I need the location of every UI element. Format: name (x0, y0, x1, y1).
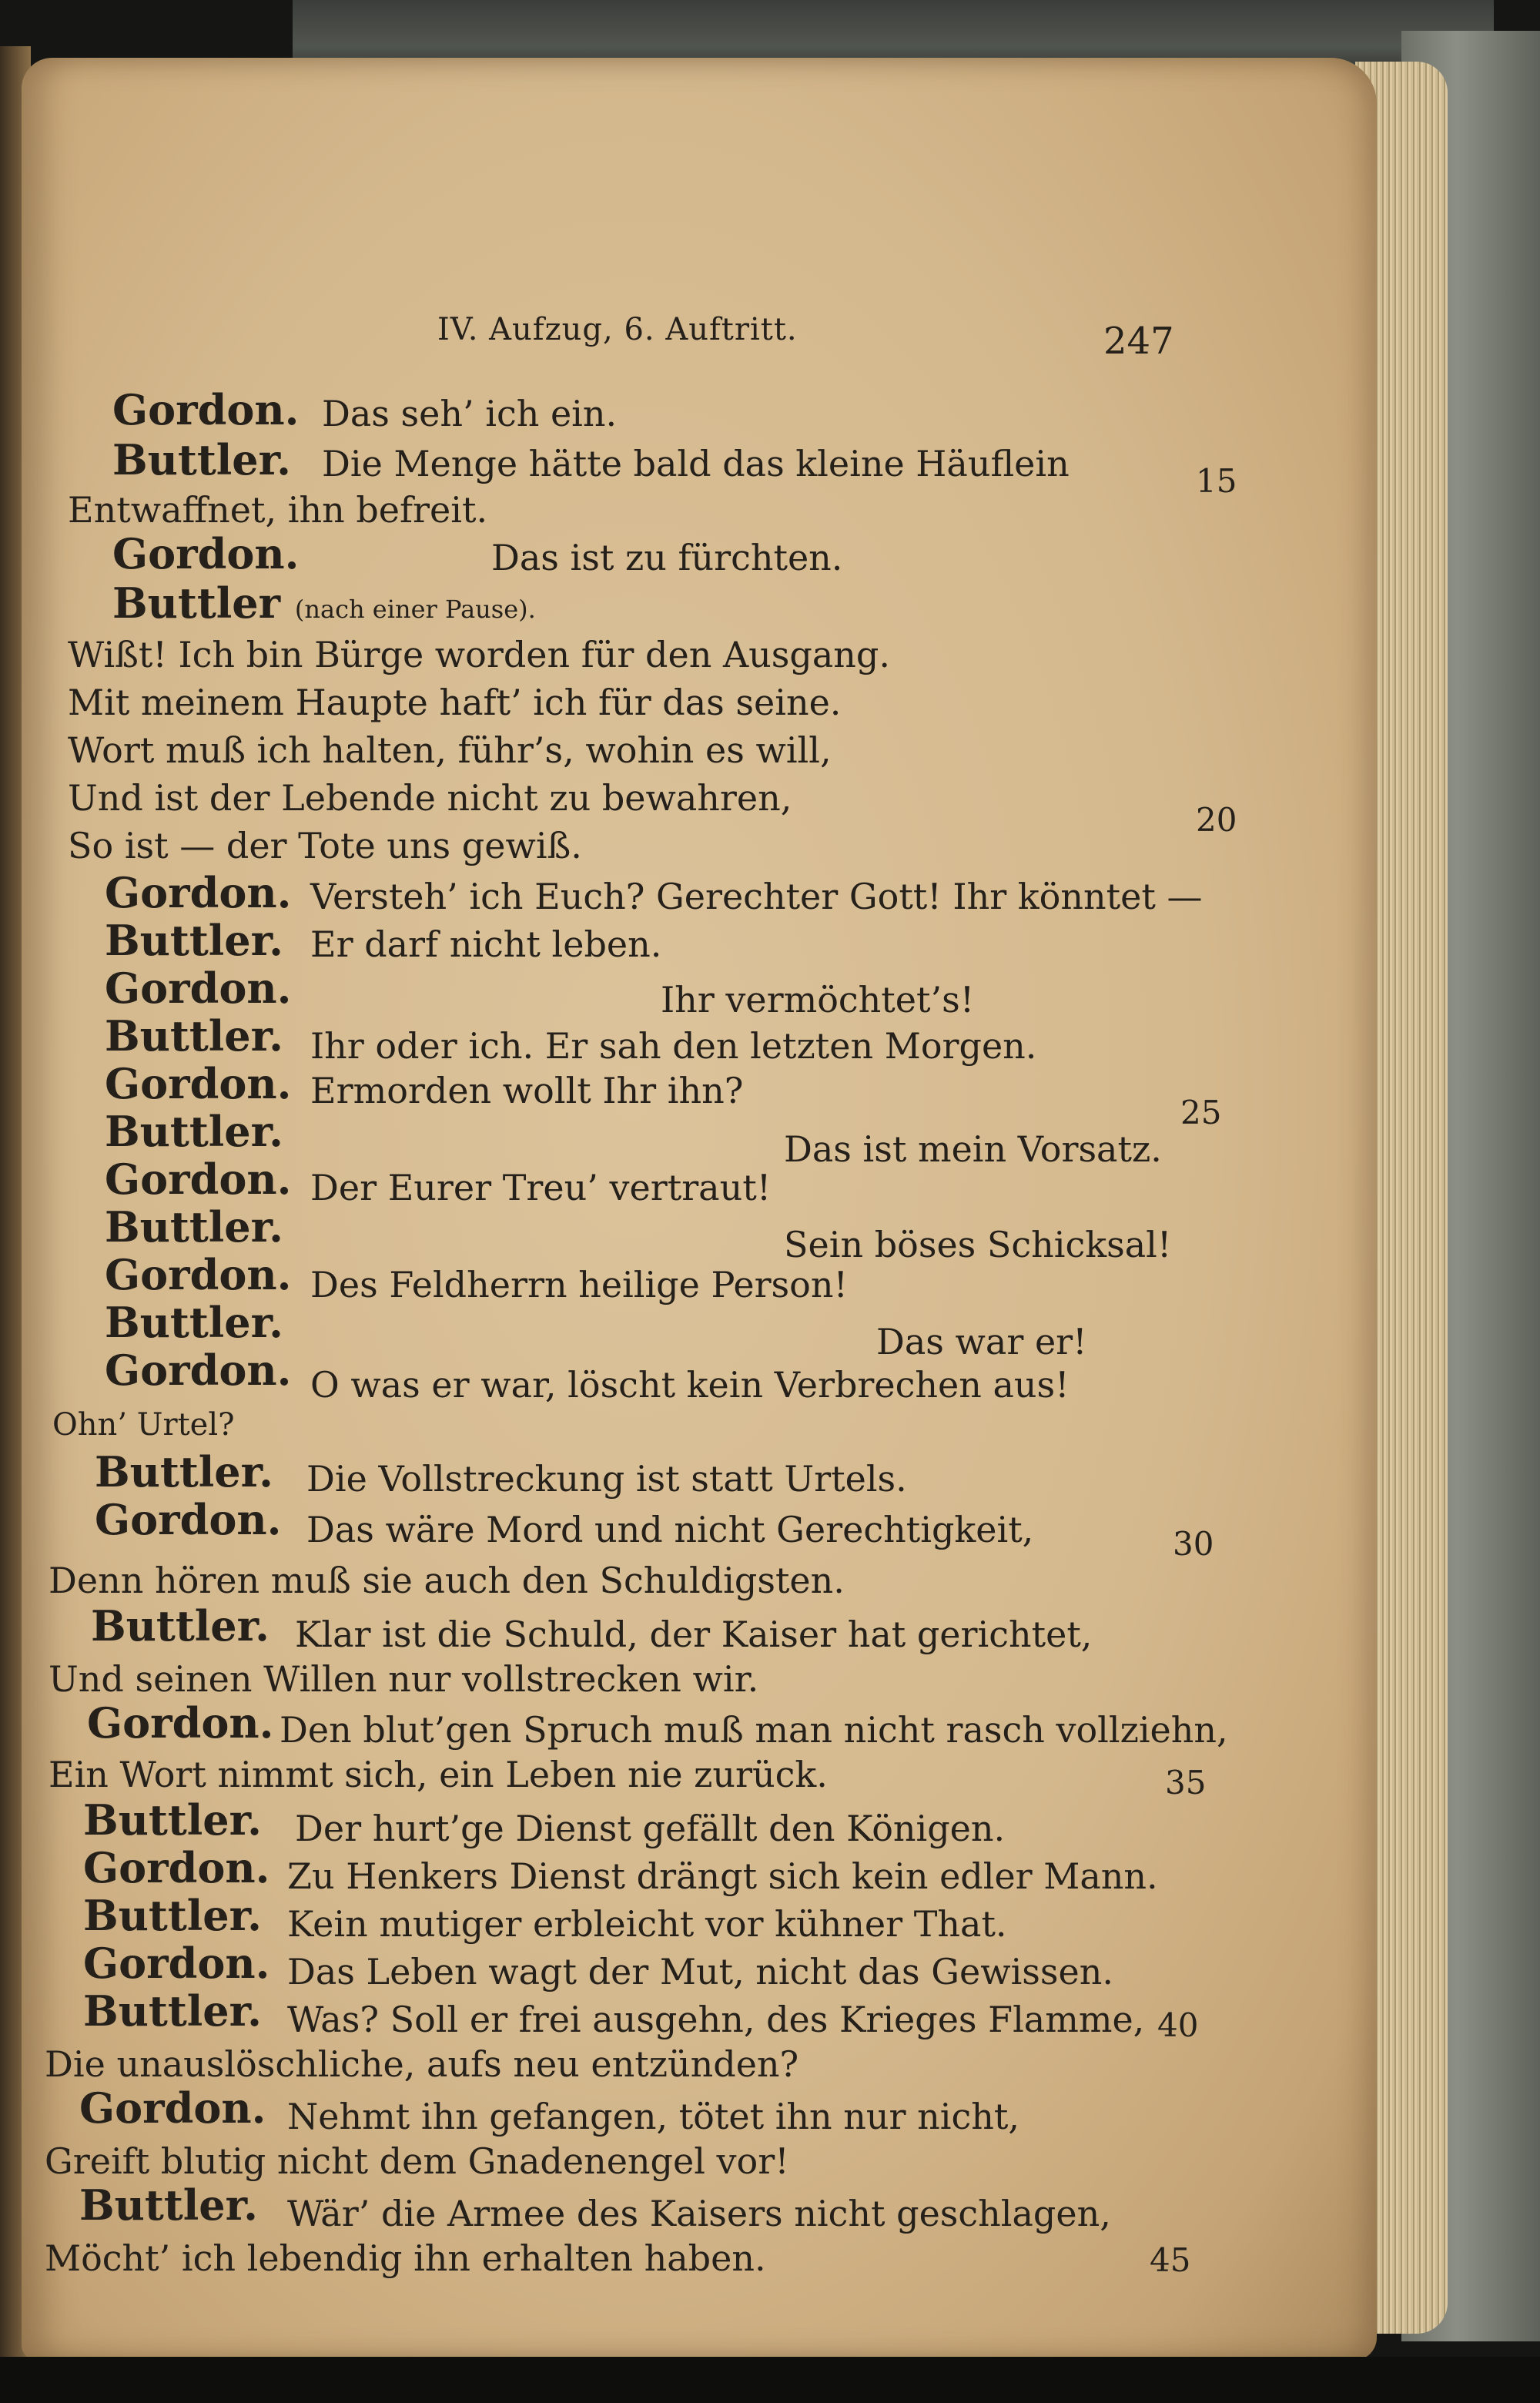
verse-line: Wißt! Ich bin Bürge worden für den Ausgang. (68, 634, 890, 675)
verse-line: Klar ist die Schuld, der Kaiser hat gerichtet, (295, 1614, 1093, 1655)
speaker-label: Buttler. (105, 1011, 283, 1061)
speaker-label: Gordon. (105, 1250, 292, 1299)
verse-line: Ihr vermöchtet’s! (661, 979, 975, 1021)
speaker-label: Gordon. (112, 385, 300, 434)
book-page (22, 58, 1377, 2361)
verse-line: Denn hören muß sie auch den Schuldigsten. (49, 1560, 845, 1601)
page-number: 247 (1103, 320, 1174, 363)
speaker-label: Gordon. (79, 2083, 266, 2133)
verse-line: Mit meinem Haupte haft’ ich für das seine. (68, 682, 842, 723)
speaker-label: Buttler. (105, 916, 283, 965)
verse-line: Das ist mein Vorsatz. (784, 1128, 1162, 1170)
speaker-label: Buttler. (95, 1447, 273, 1496)
line-number: 35 (1165, 1764, 1207, 1801)
speaker-label: Buttler. (83, 1986, 262, 2036)
speaker-label: Gordon. (105, 1155, 292, 1204)
running-head: IV. Aufzug, 6. Auftritt. (437, 312, 798, 347)
speaker-label: Buttler. (83, 1891, 262, 1940)
speaker-name: Buttler (112, 578, 281, 628)
line-number: 45 (1150, 2241, 1191, 2279)
stage-direction: (nach einer Pause). (294, 595, 536, 624)
verse-line: Ohn’ Urtel? (52, 1407, 235, 1443)
verse-line: Das wäre Mord und nicht Gerechtigkeit, (306, 1509, 1034, 1550)
speaker-label: Buttler. (83, 1795, 262, 1845)
line-number: 30 (1173, 1525, 1214, 1563)
verse-line: Was? Soll er frei ausgehn, des Krieges Flamme, (287, 1999, 1145, 2040)
verse-line: Die Menge hätte bald das kleine Häuflein (322, 443, 1070, 484)
verse-line: Greift blutig nicht dem Gnadenengel vor! (45, 2140, 789, 2182)
verse-line: Der Eurer Treu’ vertraut! (310, 1167, 772, 1208)
speaker-label: Gordon. (112, 529, 300, 578)
verse-line: So ist — der Tote uns gewiß. (68, 825, 582, 866)
speaker-label: Buttler. (112, 435, 291, 484)
verse-line: Das Leben wagt der Mut, nicht das Gewissen. (287, 1951, 1113, 1992)
verse-line: Nehmt ihn gefangen, tötet ihn nur nicht, (287, 2096, 1019, 2137)
verse-line: Wort muß ich halten, führ’s, wohin es will, (68, 729, 832, 771)
verse-line: Das ist zu fürchten. (491, 537, 843, 578)
line-number: 25 (1180, 1094, 1222, 1131)
verse-line: Den blut’gen Spruch muß man nicht rasch vollziehn, (280, 1709, 1228, 1751)
verse-line: Der hurt’ge Dienst gefällt den Königen. (295, 1808, 1006, 1849)
verse-line: Wär’ die Armee des Kaisers nicht geschlagen, (287, 2193, 1111, 2234)
verse-line: Und ist der Lebende nicht zu bewahren, (68, 777, 792, 819)
verse-line: Ermorden wollt Ihr ihn? (310, 1070, 744, 1111)
verse-line: Zu Henkers Dienst drängt sich kein edler Mann. (287, 1855, 1158, 1897)
line-number: 20 (1196, 801, 1237, 839)
speaker-label: Gordon. (87, 1698, 274, 1748)
speaker-label (112, 578, 536, 628)
verse-line: Ihr oder ich. Er sah den letzten Morgen. (310, 1025, 1037, 1067)
verse-line: Die unauslöschliche, aufs neu entzünden? (45, 2043, 799, 2085)
speaker-label: Gordon. (105, 1059, 292, 1108)
speaker-label: Gordon. (105, 868, 292, 917)
scan-bottom-edge (0, 2357, 1540, 2403)
speaker-label: Buttler. (79, 2180, 258, 2230)
verse-line: Des Feldherrn heilige Person! (310, 1264, 848, 1305)
speaker-label: Buttler. (105, 1298, 283, 1347)
speaker-label: Gordon. (105, 1346, 292, 1395)
line-number: 40 (1157, 2006, 1199, 2044)
verse-line: Kein mutiger erbleicht vor kühner That. (287, 1903, 1007, 1945)
speaker-label: Buttler. (105, 1107, 283, 1156)
verse-line: Die Vollstreckung ist statt Urtels. (306, 1458, 907, 1500)
speaker-label: Gordon. (105, 964, 292, 1013)
verse-line: Versteh’ ich Euch? Gerechter Gott! Ihr könntet — (310, 876, 1203, 917)
verse-line: Er darf nicht leben. (310, 923, 662, 965)
verse-line: Entwaffnet, ihn befreit. (68, 489, 488, 531)
verse-line: Möcht’ ich lebendig ihn erhalten haben. (45, 2237, 766, 2279)
speaker-label: Gordon. (95, 1495, 282, 1544)
speaker-label: Buttler. (91, 1601, 270, 1651)
verse-line: Und seinen Willen nur vollstrecken wir. (49, 1658, 759, 1700)
verse-line: Das seh’ ich ein. (322, 393, 618, 434)
speaker-label: Gordon. (83, 1939, 270, 1988)
verse-line: Sein böses Schicksal! (784, 1224, 1172, 1265)
verse-line: Ein Wort nimmt sich, ein Leben nie zurück. (49, 1754, 828, 1795)
line-number: 15 (1196, 462, 1237, 500)
verse-line: O was er war, löscht kein Verbrechen aus! (310, 1364, 1070, 1406)
verse-line: Das war er! (876, 1321, 1087, 1362)
speaker-label: Gordon. (83, 1843, 270, 1892)
speaker-label: Buttler. (105, 1202, 283, 1252)
